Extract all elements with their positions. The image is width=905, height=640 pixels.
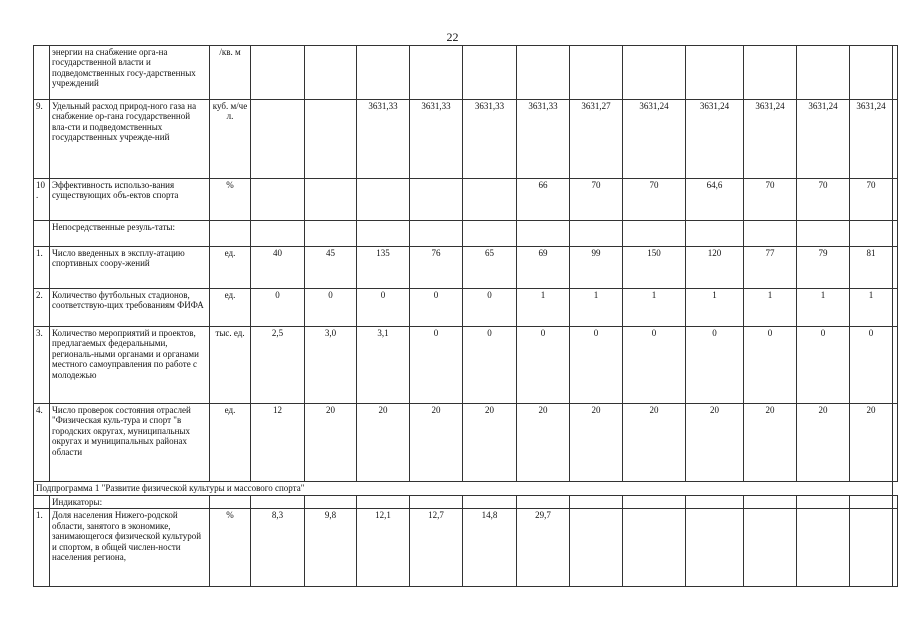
table-row: [34, 247, 898, 289]
value-cell: [517, 221, 570, 247]
value-cell: 135: [357, 247, 410, 289]
value-cell: [797, 496, 850, 509]
value-cell: 99: [570, 247, 623, 289]
value-cell: 76: [410, 247, 463, 289]
value-cell: [893, 289, 898, 327]
value-cell: [797, 221, 850, 247]
value-cell: 64,6: [686, 179, 744, 221]
value-cell: [744, 46, 797, 100]
value-cell: 0: [850, 327, 893, 404]
value-cell: [305, 100, 357, 179]
value-cell: [893, 221, 898, 247]
value-cell: 0: [570, 327, 623, 404]
value-cell: [357, 496, 410, 509]
value-cell: 0: [463, 289, 517, 327]
value-cell: 3631,33: [517, 100, 570, 179]
unit-cell: %: [210, 179, 251, 221]
table-row: [34, 496, 898, 509]
value-cell: 20: [463, 404, 517, 482]
unit-cell: ед.: [210, 247, 251, 289]
value-cell: 0: [797, 327, 850, 404]
table-row: [34, 100, 898, 179]
value-cell: 66: [517, 179, 570, 221]
value-cell: [850, 46, 893, 100]
value-cell: [357, 179, 410, 221]
row-number: [34, 496, 50, 509]
value-cell: 1: [686, 289, 744, 327]
value-cell: 20: [744, 404, 797, 482]
value-cell: 3631,33: [410, 100, 463, 179]
value-cell: [305, 179, 357, 221]
value-cell: [744, 221, 797, 247]
value-cell: [251, 46, 305, 100]
value-cell: 120: [686, 247, 744, 289]
value-cell: 1: [623, 289, 686, 327]
value-cell: [893, 179, 898, 221]
value-cell: 8,3: [251, 509, 305, 587]
value-cell: [893, 509, 898, 587]
value-cell: [251, 179, 305, 221]
unit-cell: ед.: [210, 289, 251, 327]
value-cell: 20: [850, 404, 893, 482]
row-number: 4.: [34, 404, 50, 482]
value-cell: [305, 46, 357, 100]
value-cell: [410, 496, 463, 509]
value-cell: [570, 221, 623, 247]
unit-cell: тыс. ед.: [210, 327, 251, 404]
value-cell: 1: [797, 289, 850, 327]
value-cell: 0: [251, 289, 305, 327]
value-cell: 1: [570, 289, 623, 327]
indicators-table: [33, 45, 898, 587]
value-cell: 20: [686, 404, 744, 482]
unit-cell: /кв. м: [210, 46, 251, 100]
value-cell: 1: [850, 289, 893, 327]
value-cell: [893, 404, 898, 482]
row-number: [34, 46, 50, 100]
value-cell: [357, 46, 410, 100]
indicator-name: Количество футбольных стадионов, соответствую-щих требованиям ФИФА: [50, 289, 210, 327]
table-row: [34, 404, 898, 482]
value-cell: [570, 46, 623, 100]
indicator-name: Количество мероприятий и проектов, предлагаемых федеральными, региональ-ными органами и органами местного самоуправления по работе с молодежью: [50, 327, 210, 404]
value-cell: 20: [623, 404, 686, 482]
table-row: [34, 46, 898, 100]
value-cell: [893, 100, 898, 179]
value-cell: 3631,27: [570, 100, 623, 179]
value-cell: [744, 509, 797, 587]
value-cell: [850, 221, 893, 247]
value-cell: 0: [410, 289, 463, 327]
value-cell: [686, 221, 744, 247]
value-cell: [686, 46, 744, 100]
section-header-row: [34, 482, 898, 496]
value-cell: [744, 496, 797, 509]
value-cell: [463, 496, 517, 509]
value-cell: 3631,33: [357, 100, 410, 179]
value-cell: [410, 46, 463, 100]
value-cell: 77: [744, 247, 797, 289]
value-cell: 29,7: [517, 509, 570, 587]
value-cell: 3631,24: [623, 100, 686, 179]
value-cell: 0: [744, 327, 797, 404]
value-cell: [410, 179, 463, 221]
value-cell: 45: [305, 247, 357, 289]
unit-cell: [210, 496, 251, 509]
table-row: [34, 327, 898, 404]
value-cell: 0: [357, 289, 410, 327]
value-cell: 20: [357, 404, 410, 482]
value-cell: [623, 496, 686, 509]
section-title: Подпрограмма 1 "Развитие физической культуры и массового спорта": [34, 482, 893, 496]
unit-cell: [210, 221, 251, 247]
value-cell: 70: [570, 179, 623, 221]
value-cell: 2,5: [251, 327, 305, 404]
indicator-name: Число проверок состояния отраслей "Физическая куль-тура и спорт "в городских округах, муниципальных округах и муниципальных районах области: [50, 404, 210, 482]
page-number: 22: [446, 30, 459, 44]
value-cell: 1: [517, 289, 570, 327]
value-cell: [850, 496, 893, 509]
unit-cell: куб. м/че л.: [210, 100, 251, 179]
value-cell: 69: [517, 247, 570, 289]
row-number: 9.: [34, 100, 50, 179]
value-cell: 20: [517, 404, 570, 482]
indicator-name: Число введенных в эксплу-атацию спортивных соору-жений: [50, 247, 210, 289]
row-number: [34, 221, 50, 247]
value-cell: 3,1: [357, 327, 410, 404]
row-number: 10 .: [34, 179, 50, 221]
table-row: [34, 509, 898, 587]
indicator-name: Удельный расход природ-ного газа на снабжение ор-гана государственной вла-сти и подведомственных государственных учрежде-ний: [50, 100, 210, 179]
value-cell: 0: [463, 327, 517, 404]
value-cell: 12: [251, 404, 305, 482]
value-cell: [686, 509, 744, 587]
value-cell: [251, 496, 305, 509]
value-cell: 14,8: [463, 509, 517, 587]
value-cell: 65: [463, 247, 517, 289]
value-cell: [463, 179, 517, 221]
row-number: 1.: [34, 247, 50, 289]
value-cell: [797, 46, 850, 100]
value-cell: [623, 509, 686, 587]
value-cell: 0: [410, 327, 463, 404]
value-cell: 3631,33: [463, 100, 517, 179]
indicator-name: Непосредственные резуль-таты:: [50, 221, 210, 247]
value-cell: [463, 46, 517, 100]
value-cell: 3631,24: [744, 100, 797, 179]
value-cell: 70: [623, 179, 686, 221]
value-cell: [623, 46, 686, 100]
value-cell: [623, 221, 686, 247]
indicator-name: Индикаторы:: [50, 496, 210, 509]
value-cell: [517, 46, 570, 100]
value-cell: [893, 327, 898, 404]
value-cell: 79: [797, 247, 850, 289]
value-cell: 0: [517, 327, 570, 404]
value-cell: [570, 509, 623, 587]
value-cell: [305, 496, 357, 509]
value-cell: [410, 221, 463, 247]
value-cell: 0: [686, 327, 744, 404]
value-cell: 81: [850, 247, 893, 289]
value-cell: [251, 100, 305, 179]
row-number: 3.: [34, 327, 50, 404]
value-cell: 1: [744, 289, 797, 327]
value-cell: 0: [305, 289, 357, 327]
value-cell: [850, 509, 893, 587]
value-cell: 70: [744, 179, 797, 221]
value-cell: 20: [570, 404, 623, 482]
value-cell: 70: [797, 179, 850, 221]
value-cell: [357, 221, 410, 247]
value-cell: 3,0: [305, 327, 357, 404]
indicator-name: Доля населения Нижего-родской области, занятого в экономике, занимающегося физической культурой и спортом, в общей числен-ности населения региона,: [50, 509, 210, 587]
value-cell: 3631,24: [686, 100, 744, 179]
value-cell: [686, 496, 744, 509]
indicator-name: Эффективность использо-вания существующих объ-ектов спорта: [50, 179, 210, 221]
row-number: 2.: [34, 289, 50, 327]
value-cell: 0: [623, 327, 686, 404]
table-row: [34, 289, 898, 327]
value-cell: [797, 509, 850, 587]
value-cell: 20: [305, 404, 357, 482]
value-cell: 3631,24: [850, 100, 893, 179]
value-cell: 70: [850, 179, 893, 221]
value-cell: 12,7: [410, 509, 463, 587]
value-cell: [893, 496, 898, 509]
row-number: 1.: [34, 509, 50, 587]
unit-cell: %: [210, 509, 251, 587]
value-cell: 150: [623, 247, 686, 289]
value-cell: 9,8: [305, 509, 357, 587]
value-cell: 20: [797, 404, 850, 482]
value-cell: 20: [410, 404, 463, 482]
table-row: [34, 221, 898, 247]
value-cell: [570, 496, 623, 509]
value-cell: 3631,24: [797, 100, 850, 179]
indicator-name: энергии на снабжение орга-на государственной власти и подведомственных госу-дарственных учреждений: [50, 46, 210, 100]
unit-cell: ед.: [210, 404, 251, 482]
table-row: [34, 179, 898, 221]
value-cell: [251, 221, 305, 247]
value-cell: [893, 46, 898, 100]
value-cell: [517, 496, 570, 509]
value-cell: [305, 221, 357, 247]
value-cell: 12,1: [357, 509, 410, 587]
value-cell: [893, 247, 898, 289]
value-cell: 40: [251, 247, 305, 289]
value-cell: [463, 221, 517, 247]
